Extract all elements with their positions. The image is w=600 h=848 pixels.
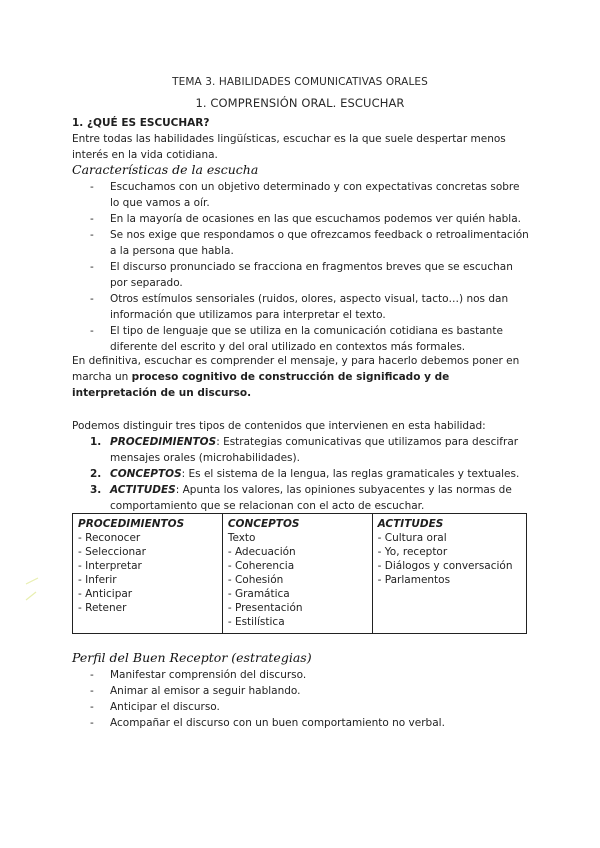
list-item: - El tipo de lenguaje que se utiliza en la comunicación cotidiana es bastante diferente del escrito y del oral utilizado en contextos más formales. [90, 325, 503, 353]
list-item: - El discurso pronunciado se fracciona en fragmentos breves que se escuchan por separado. [90, 261, 513, 289]
contents-table [72, 513, 527, 634]
list-item: 1. PROCEDIMIENTOS: Estrategias comunicativas que utilizamos para descifrar mensajes orales (microhabilidades). [90, 436, 519, 464]
highlighter-marks-decoration [24, 576, 44, 602]
conclusion-bold: proceso cognitivo de construcción de significado y de interpretación de un discurso. [72, 371, 450, 399]
list-item: - Manifestar comprensión del discurso. [90, 669, 307, 681]
list-item: - En la mayoría de ocasiones en las que escuchamos podemos ver quién habla. [90, 213, 521, 225]
document-subtitle: 1. COMPRENSIÓN ORAL. ESCUCHAR [195, 96, 405, 110]
table-header: ACTITUDES [377, 518, 444, 530]
table-column-actitudes [372, 514, 526, 634]
characteristics-list [72, 179, 532, 355]
table-cell-line: - Cultura oral [377, 532, 447, 544]
document-title: TEMA 3. HABILIDADES COMUNICATIVAS ORALES [172, 76, 428, 88]
list-item: 2. CONCEPTOS: Es el sistema de la lengua, las reglas gramaticales y textuales. [90, 468, 520, 480]
list-item: - Otros estímulos sensoriales (ruidos, olores, aspecto visual, tacto…) nos dan información que utilizamos para interpretar el texto. [90, 293, 509, 321]
table-cell-line: - Presentación [227, 602, 303, 614]
table-cell-line: - Inferir [78, 574, 117, 586]
table-column-conceptos [222, 514, 372, 634]
table-cell-line: - Parlamentos [377, 574, 451, 586]
receptor-heading: Perfil del Buen Receptor (estrategias) [72, 650, 312, 665]
table-cell-line: - Seleccionar [78, 546, 146, 558]
table-cell-line: Texto [227, 532, 256, 544]
contents-list [72, 434, 532, 514]
list-item: - Animar al emisor a seguir hablando. [90, 685, 301, 697]
table-cell-line: - Diálogos y conversación [377, 560, 513, 572]
contents-intro: Podemos distinguir tres tipos de contenidos que intervienen en esta habilidad: [72, 420, 486, 432]
list-item: - Anticipar el discurso. [90, 701, 220, 713]
table-cell-line: - Reconocer [78, 532, 141, 544]
table-cell-line: - Cohesión [227, 574, 284, 586]
list-item: - Se nos exige que respondamos o que ofrezcamos feedback o retroalimentación a la persona que habla. [90, 229, 529, 257]
table-cell-line: - Anticipar [78, 588, 133, 600]
list-item: 3. ACTITUDES: Apunta los valores, las opiniones subyacentes y las normas de comportamiento que se relacionan con el acto de escuchar. [90, 484, 512, 512]
receptor-strategies-list [72, 667, 532, 731]
characteristics-heading: Características de la escucha [72, 162, 259, 177]
table-header: PROCEDIMIENTOS [78, 518, 185, 530]
list-item: - Escuchamos con un objetivo determinado y con expectativas concretas sobre lo que vamos a oír. [90, 181, 520, 209]
conclusion-paragraph: En definitiva, escuchar es comprender el mensaje, y para hacerlo debemos poner en marcha un proceso cognitivo de construcción de significado y de interpretación de un discurso. [72, 355, 520, 399]
table-cell-line: - Adecuación [227, 546, 296, 558]
table-cell-line: - Coherencia [227, 560, 295, 572]
intro-paragraph: Entre todas las habilidades lingüísticas, escuchar es la que suele despertar menos interés en la vida cotidiana. [72, 133, 506, 161]
table-cell-line: - Gramática [227, 588, 290, 600]
list-item: - Acompañar el discurso con un buen comportamiento no verbal. [90, 717, 445, 729]
table-header: CONCEPTOS [227, 518, 300, 530]
table-cell-line: - Interpretar [78, 560, 142, 572]
section-heading-escuchar: 1. ¿QUÉ ES ESCUCHAR? [72, 117, 210, 129]
table-column-procedimientos [73, 514, 223, 634]
table-cell-line: - Retener [78, 602, 127, 614]
table-cell-line: - Estilística [227, 616, 285, 628]
table-cell-line: - Yo, receptor [377, 546, 448, 558]
